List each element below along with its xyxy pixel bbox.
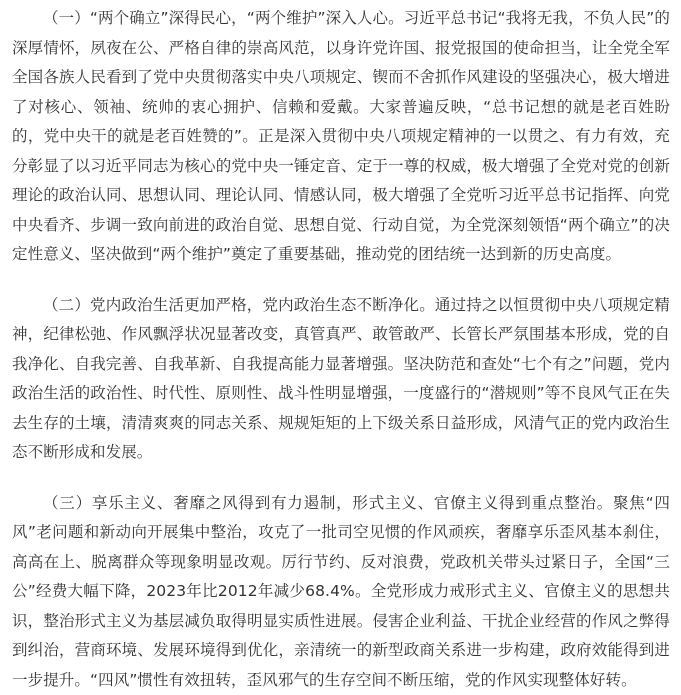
paragraph-one: （一）“两个确立”深得民心，“两个维护”深入人心。习近平总书记“我将无我，不负人民”的深厚情怀，夙夜在公、严格自律的崇高风范，以身许党许国、报党报国的使命担当，让全党全军全国各族人民看到了党中央贯彻落实中央八项规定、锲而不舍抓作风建设的坚强决心，极大增进了对核心、领袖、统帅的衷心拥护、信赖和爱戴。大家普遍反映，“总书记想的就是老百姓盼的，党中央干的就是老百姓赞的”。正是深入贯彻中央八项规定精神的一以贯之、有力有效，充分彰显了以习近平同志为核心的党中央一锤定音、定于一尊的权威，极大增强了全党对党的创新理论的政治认同、思想认同、理论认同、情感认同，极大增强了全党听习近平总书记指挥、向党中央看齐、步调一致向前进的政治自觉、思想自觉、行动自觉，为全党深刻领悟“两个确立”的决定性意义、坚决做到“两个维护”奠定了重要基础，推动党的团结统一达到新的历史高度。 — [12, 4, 670, 270]
paragraph-three: （三）享乐主义、奢靡之风得到有力遏制，形式主义、官僚主义得到重点整治。聚焦“四风”老问题和新动向开展集中整治，攻克了一批司空见惯的作风顽疾，奢靡享乐歪风基本刹住，高高在上、脱离群众等现象明显改观。厉行节约、反对浪费，党政机关带头过紧日子，全国“三公”经费大幅下降，2023年比2012年减少68.4%。全党形成力戒形式主义、官僚主义的思想共识，整治形式主义为基层减负取得明显实质性进展。侵害企业利益、干扰企业经营的作风之弊得到纠治，营商环境、发展环境得到优化，亲清统一的新型政商关系进一步构建，政府效能得到进一步提升。“四风”惯性有效扭转，歪风邪气的生存空间不断压缩，党的作风实现整体好转。 — [12, 489, 670, 695]
paragraph-two: （二）党内政治生活更加严格，党内政治生态不断净化。通过持之以恒贯彻中央八项规定精神，纪律松弛、作风飘浮状况显著改变，真管真严、敢管敢严、长管长严氛围基本形成，党的自我净化、自我完善、自我革新、自我提高能力显著增强。坚决防范和查处“七个有之”问题，党内政治生活的政治性、时代性、原则性、战斗性明显增强，一度盛行的“潜规则”等不良风气正在失去生存的土壤，清清爽爽的同志关系、规规矩矩的上下级关系日益形成，风清气正的党内政治生态不断形成和发展。 — [12, 291, 670, 468]
